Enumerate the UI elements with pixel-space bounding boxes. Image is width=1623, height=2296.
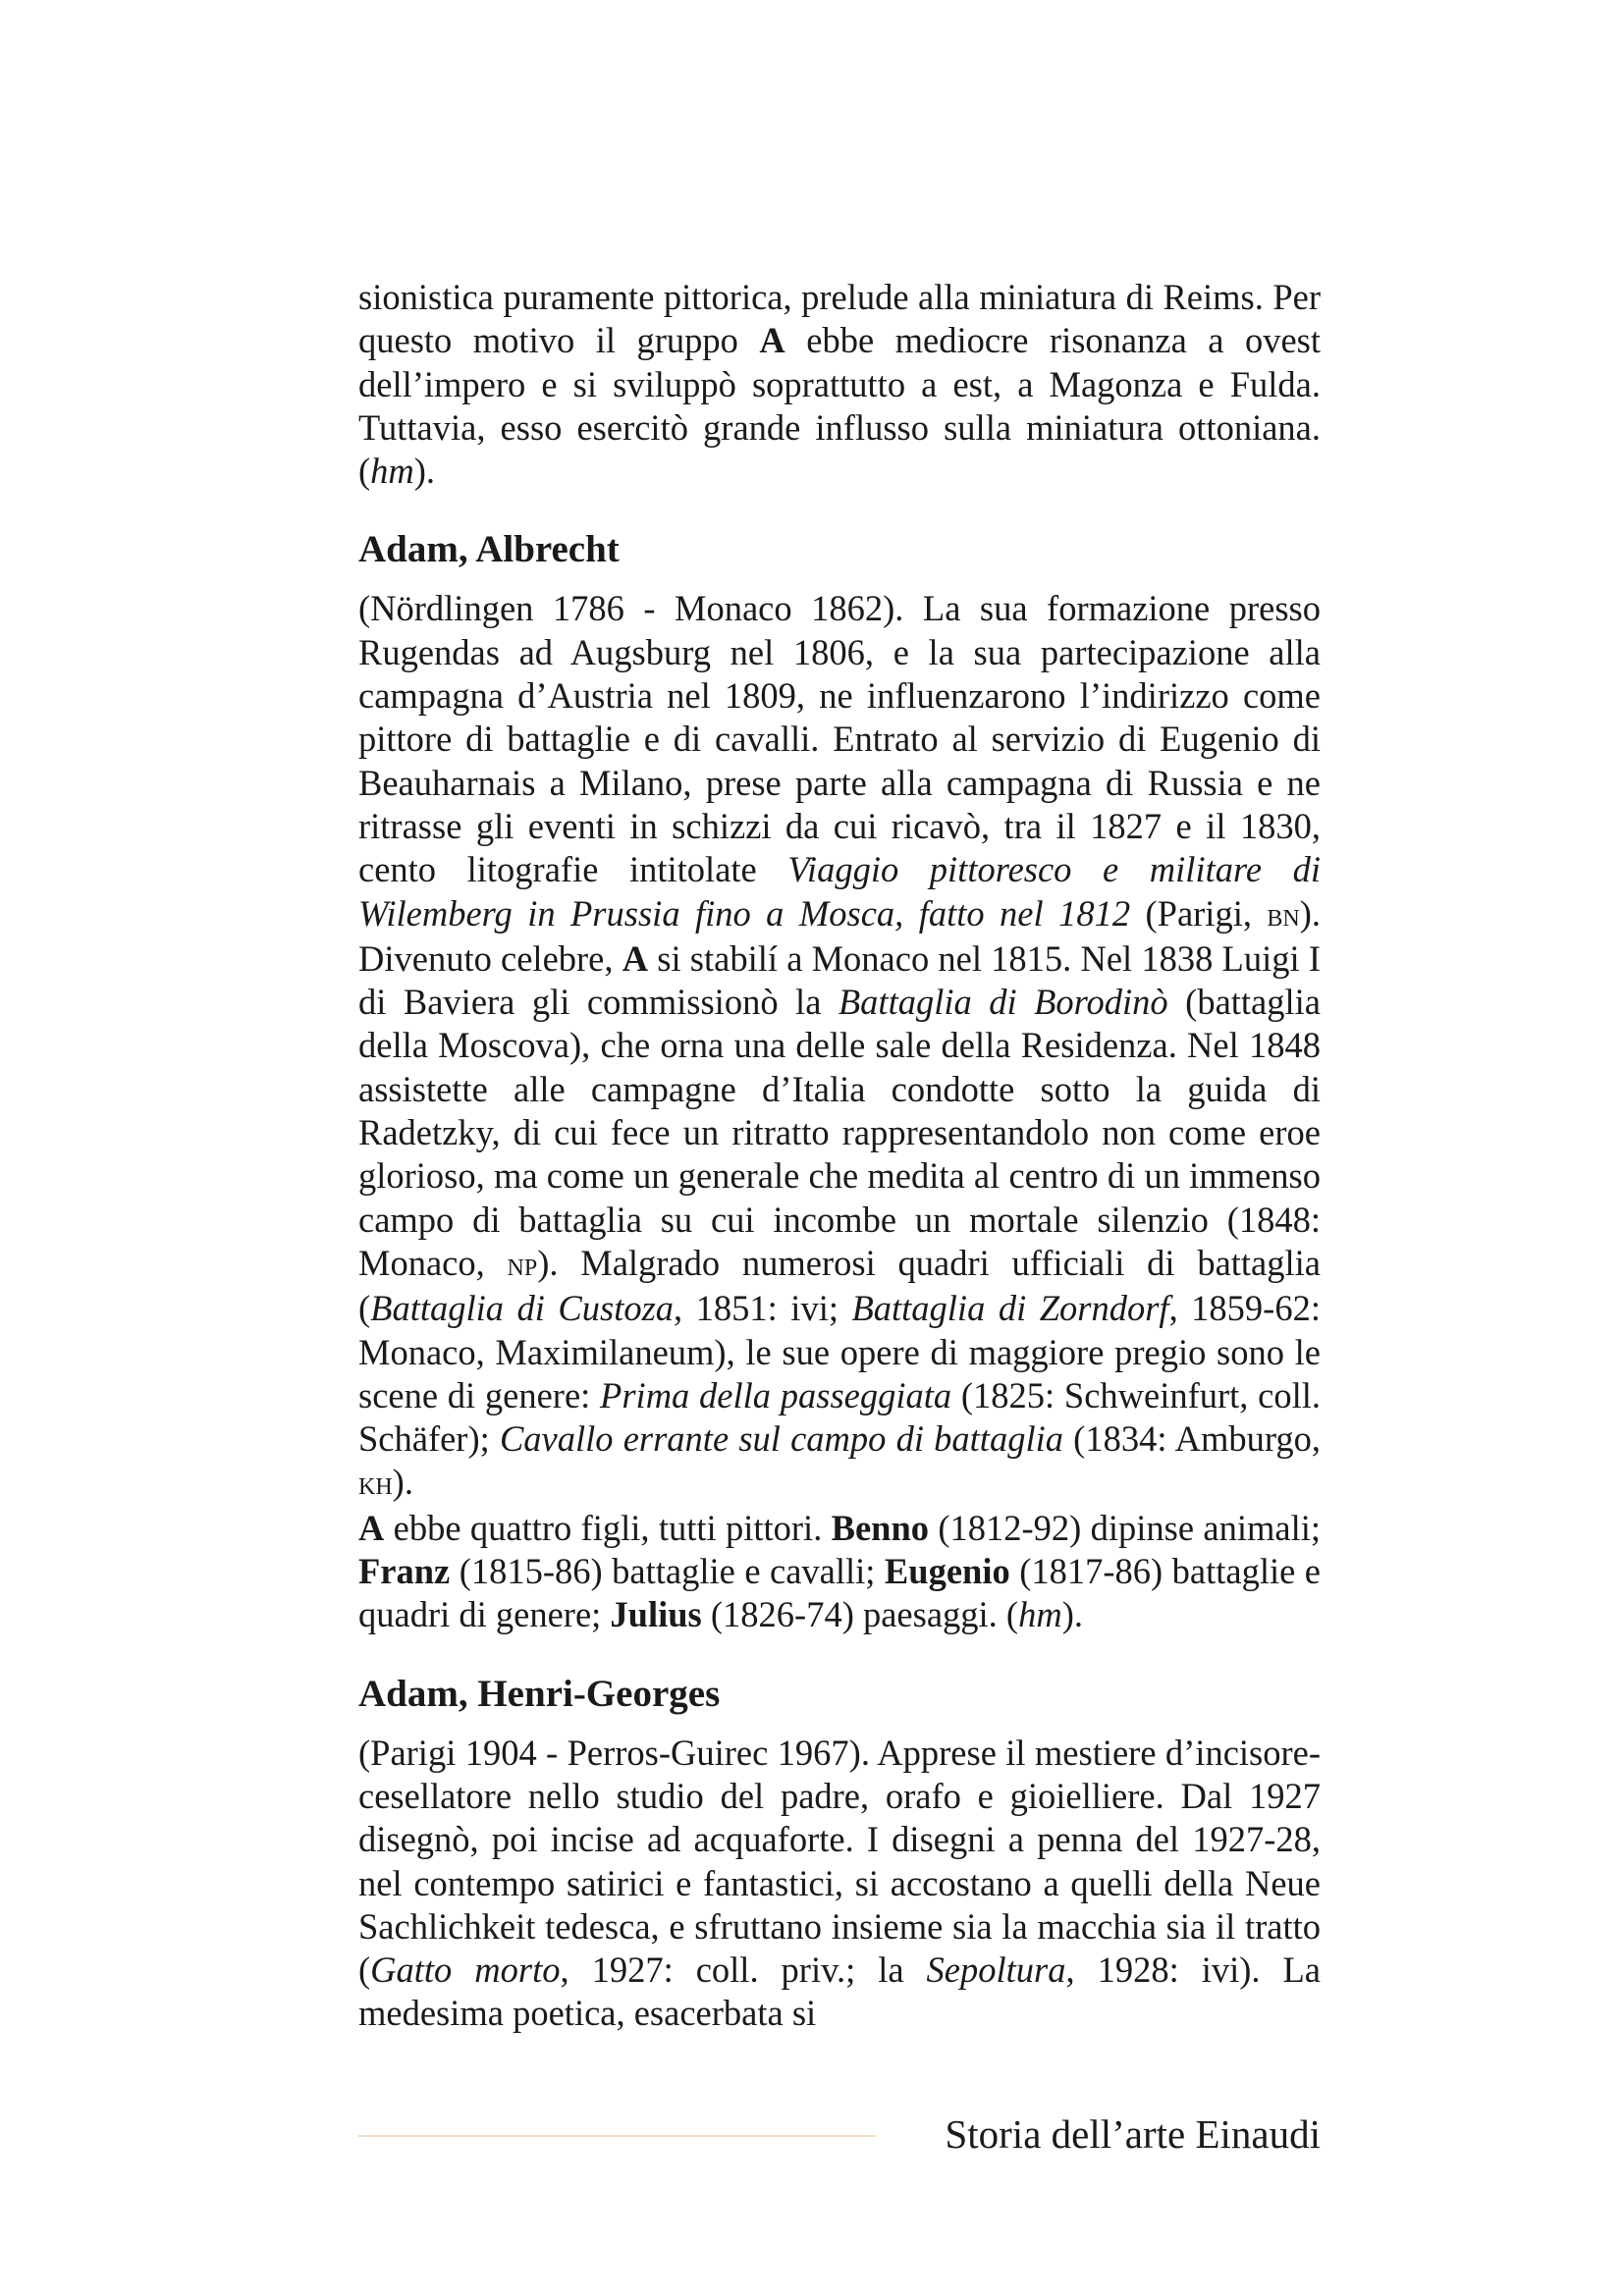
work-title: Viaggio pittoresco e militare di Wilemberg in Prussia fino a Mosca, fatto nel 1812 (358, 849, 1322, 934)
intro-text: sionistica puramente pittorica, prelude alla miniatura di Reims. Per questo motivo il gruppo (358, 277, 1321, 361)
body-text: (Parigi, (1130, 892, 1268, 934)
entry-body-henri-georges (358, 1732, 1321, 2036)
entry-body-albrecht-children (358, 1507, 1321, 1637)
body-text: (Nördlingen 1786 - Monaco 1862). La sua formazione presso Rugendas ad Augsburg nel 1806, e la sua partecipazione alla campagna d’Austria nel 1809, ne influenzarono l’indirizzo come pittore di battaglie e di cavalli. Entrato al servizio di Eugenio di Beauharnais a Milano, prese parte alla campagna di Russia e ne ritrasse gli eventi in schizzi da cui ricavò, tra il 1827 e il 1830, cento litografie intitolate (358, 588, 1321, 890)
work-title: Sepoltura (926, 1949, 1066, 1991)
body-text: (1812-92) dipinse animali; (929, 1507, 1321, 1548)
child-name: Benno (831, 1507, 930, 1548)
entry-heading-henri-georges: Adam, Henri-Georges (358, 1672, 721, 1715)
intro-bold: A (759, 320, 785, 361)
author-initials: hm (1018, 1594, 1062, 1635)
body-text: (1826-74) paesaggi. ( (701, 1594, 1019, 1635)
child-name: Eugenio (884, 1551, 1010, 1592)
footer-title: Storia dell’arte Einaudi (945, 2111, 1321, 2157)
body-text: , 1927: coll. priv.; la (560, 1949, 927, 1991)
child-name: Julius (610, 1594, 702, 1635)
body-text: (1825: Schweinfurt, coll. Schäfer); (358, 1374, 1322, 1460)
work-title: Prima della passeggiata (600, 1374, 952, 1415)
work-title: Gatto morto (370, 1949, 561, 1991)
body-text: (1817-86) battaglie e quadri di genere; (358, 1551, 1321, 1635)
body-text: ). (1061, 1594, 1083, 1635)
body-text: (Parigi 1904 - Perros-Guirec 1967). Apprese il mestiere d’incisore-cesellatore nello studio del padre, orafo e gioielliere. Dal 1927 disegnò, poi incise ad acquaforte. I disegni a penna del 1927-28, nel contempo satirici e fantastici, si accostano a quelli della Neue Sachlichkeit tedesca, e sfruttano insieme sia la macchia sia il tratto ( (358, 1732, 1321, 1991)
work-title: Battaglia di Custoza (370, 1288, 675, 1329)
body-text: , 1851: ivi; (674, 1288, 852, 1329)
intro-text: ). (413, 451, 436, 492)
collection-abbrev: np (507, 1246, 538, 1283)
body-text: ). Malgrado numerosi quadri ufficiali di battaglia ( (358, 1242, 1321, 1329)
intro-paragraph (358, 276, 1321, 493)
footer-rule (358, 2135, 876, 2137)
body-text: , 1859-62: Monaco, Maximilaneum), le sue opere di maggiore pregio sono le scene di genere: (358, 1288, 1321, 1415)
body-text: (battaglia della Moscova), che orna una delle sale della Residenza. Nel 1848 assistette alle campagne d’Italia condotte sotto la guida di Radetzky, di cui fece un ritratto rappresentandolo non come eroe glorioso, ma come un generale che medita al centro di un immenso campo di battaglia su cui incombe un mortale silenzio (1848: Monaco, (358, 982, 1321, 1283)
body-text: (1834: Amburgo, (1062, 1418, 1321, 1460)
page-body (358, 276, 1321, 2036)
author-initials: hm (370, 451, 414, 492)
body-text: si stabilí a Monaco nel 1815. Nel 1838 Luigi I di Baviera gli commissionò la (358, 937, 1321, 1023)
child-name: Franz (358, 1551, 451, 1592)
artist-abbrev: A (622, 937, 649, 979)
entry-heading-albrecht: Adam, Albrecht (358, 528, 620, 571)
body-text: ). Divenuto celebre, (358, 892, 1322, 979)
entry-body-albrecht (358, 587, 1321, 1506)
work-title: Battaglia di Borodinò (838, 982, 1168, 1023)
body-text: (1815-86) battaglie e cavalli; (450, 1551, 885, 1592)
body-text: ebbe quattro figli, tutti pittori. (384, 1507, 832, 1548)
work-title: Battaglia di Zorndorf (851, 1288, 1169, 1329)
collection-abbrev: kh (358, 1466, 393, 1503)
body-text: , 1928: ivi). La medesima poetica, esacerbata si (358, 1949, 1321, 2034)
work-title: Cavallo errante sul campo di battaglia (499, 1418, 1063, 1460)
artist-abbrev: A (358, 1507, 385, 1548)
collection-abbrev: bn (1267, 896, 1300, 934)
intro-text: ebbe mediocre risonanza a ovest dell’impero e si sviluppò soprattutto a est, a Magonza e Fulda. Tuttavia, esso esercitò grande influsso sulla miniatura ottoniana. ( (358, 320, 1322, 492)
body-text: ). (392, 1462, 413, 1503)
